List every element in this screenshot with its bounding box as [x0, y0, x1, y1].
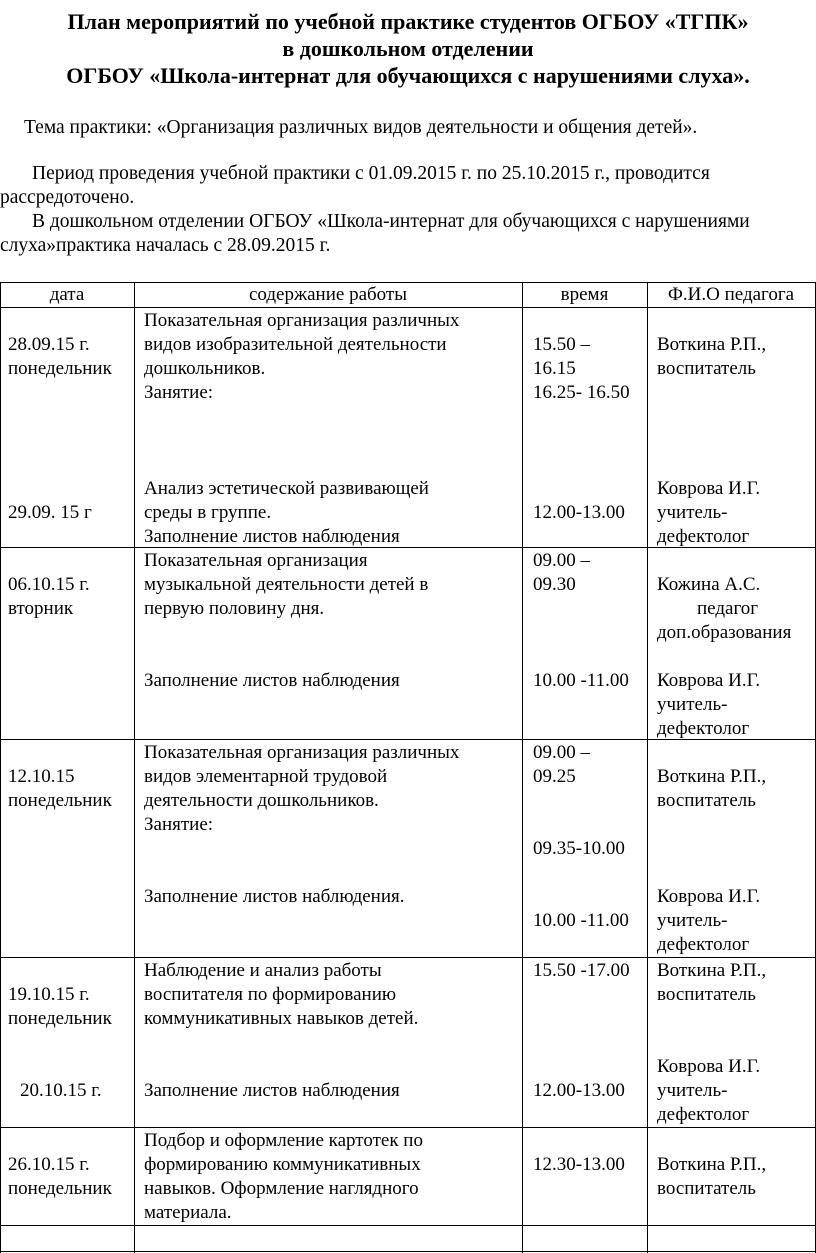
practice-topic: Тема практики: «Организация различных видов деятельности и общения детей». — [24, 117, 698, 138]
title-line-2: в дошкольном отделении — [282, 36, 534, 61]
date-cell: 29.09. 15 г — [8, 502, 92, 523]
content-line: Заполнение листов наблюдения — [144, 1080, 400, 1101]
teacher-line: Воткина Р.П., — [657, 334, 767, 355]
content-line: материала. — [144, 1202, 232, 1223]
content-line: Анализ эстетической развивающей — [144, 478, 429, 499]
time-line: 16.15 — [533, 358, 576, 379]
column-header-time: время — [560, 284, 609, 305]
content-line: Заполнение листов наблюдения. — [144, 886, 405, 907]
weekday-cell: вторник — [8, 598, 74, 619]
content-line: видов элементарной трудовой — [144, 766, 388, 787]
teacher-line: учитель- — [657, 502, 728, 523]
content-line: Заполнение листов наблюдения — [144, 670, 400, 691]
date-cell: 20.10.15 г. — [20, 1080, 102, 1101]
table-rule — [647, 282, 648, 1253]
content-line: деятельности дошкольников. — [144, 790, 379, 811]
time-line: 12.30-13.00 — [533, 1154, 625, 1175]
content-line: Наблюдение и анализ работы — [144, 960, 382, 981]
title-line-1: План мероприятий по учебной практике студентов ОГБОУ «ТГПК» — [67, 9, 749, 34]
table-rule — [0, 957, 816, 958]
start-line-1: В дошкольном отделении ОГБОУ «Школа-интернат для обучающихся с нарушениями — [32, 211, 750, 232]
table-rule — [0, 307, 816, 308]
column-header-content: содержание работы — [249, 284, 407, 305]
content-line: коммуникативных навыков детей. — [144, 1008, 419, 1029]
table-rule — [522, 282, 523, 1253]
teacher-line: учитель- — [657, 1080, 728, 1101]
content-line: музыкальной деятельности детей в — [144, 574, 429, 595]
table-rule — [0, 1251, 816, 1252]
teacher-line: воспитатель — [657, 984, 756, 1005]
time-line: 09.25 — [533, 766, 576, 787]
content-line: воспитателя по формированию — [144, 984, 397, 1005]
content-line: первую половину дня. — [144, 598, 325, 619]
column-header-teacher: Ф.И.О педагога — [667, 284, 795, 305]
title-line-3: ОГБОУ «Школа-интернат для обучающихся с нарушениями слуха». — [66, 63, 750, 88]
column-header-date: дата — [49, 284, 85, 305]
content-line: дошкольников. — [144, 358, 266, 379]
table-rule — [0, 1225, 816, 1226]
time-line: 09.00 – — [533, 550, 590, 571]
content-line: Занятие: — [144, 814, 214, 835]
weekday-cell: понедельник — [8, 1008, 112, 1029]
table-rule — [0, 282, 1, 1253]
teacher-line: доп.образования — [657, 622, 792, 643]
weekday-cell: понедельник — [8, 1178, 112, 1199]
time-line: 09.00 – — [533, 742, 590, 763]
teacher-line: дефектолог — [657, 934, 750, 955]
weekday-cell: понедельник — [8, 358, 112, 379]
date-cell: 12.10.15 — [8, 766, 75, 787]
teacher-line: воспитатель — [657, 790, 756, 811]
start-line-2: слуха»практика началась с 28.09.2015 г. — [0, 235, 331, 256]
teacher-line: воспитатель — [657, 358, 756, 379]
content-line: Подбор и оформление картотек по — [144, 1130, 423, 1151]
period-line-1: Период проведения учебной практики с 01.09.2015 г. по 25.10.2015 г., проводится — [32, 163, 710, 184]
content-line: видов изобразительной деятельности — [144, 334, 447, 355]
table-rule — [0, 1127, 816, 1128]
teacher-line: учитель- — [657, 694, 728, 715]
date-cell: 19.10.15 г. — [8, 984, 90, 1005]
teacher-line: Воткина Р.П., — [657, 960, 767, 981]
content-line: навыков. Оформление наглядного — [144, 1178, 419, 1199]
time-line: 10.00 -11.00 — [533, 670, 629, 691]
content-line: Занятие: — [144, 382, 214, 403]
teacher-line: дефектолог — [657, 1104, 750, 1125]
teacher-line: Коврова И.Г. — [657, 478, 761, 499]
time-line: 16.25- 16.50 — [533, 382, 630, 403]
content-line: Показательная организация различных — [144, 742, 460, 763]
teacher-line: Кожина А.С. — [657, 574, 761, 595]
time-line: 12.00-13.00 — [533, 1080, 625, 1101]
teacher-line: учитель- — [657, 910, 728, 931]
table-rule — [134, 282, 135, 1253]
date-cell: 26.10.15 г. — [8, 1154, 90, 1175]
teacher-line: педагог — [697, 598, 759, 619]
weekday-cell: понедельник — [8, 790, 112, 811]
content-line: Показательная организация — [144, 550, 368, 571]
time-line: 15.50 -17.00 — [533, 960, 630, 981]
teacher-line: Коврова И.Г. — [657, 1056, 761, 1077]
teacher-line: воспитатель — [657, 1178, 756, 1199]
teacher-line: дефектолог — [657, 526, 750, 547]
time-line: 10.00 -11.00 — [533, 910, 629, 931]
teacher-line: Воткина Р.П., — [657, 1154, 767, 1175]
time-line: 15.50 – — [533, 334, 590, 355]
content-line: Показательная организация различных — [144, 310, 460, 331]
content-line: Заполнение листов наблюдения — [144, 526, 400, 547]
date-cell: 28.09.15 г. — [8, 334, 90, 355]
teacher-line: Коврова И.Г. — [657, 886, 761, 907]
teacher-line: Коврова И.Г. — [657, 670, 761, 691]
time-line: 09.30 — [533, 574, 576, 595]
teacher-line: Воткина Р.П., — [657, 766, 767, 787]
period-line-2: рассредоточено. — [0, 187, 135, 208]
content-line: формированию коммуникативных — [144, 1154, 421, 1175]
time-line: 12.00-13.00 — [533, 502, 625, 523]
date-cell: 06.10.15 г. — [8, 574, 90, 595]
content-line: среды в группе. — [144, 502, 272, 523]
time-line: 09.35-10.00 — [533, 838, 625, 859]
teacher-line: дефектолог — [657, 718, 750, 739]
